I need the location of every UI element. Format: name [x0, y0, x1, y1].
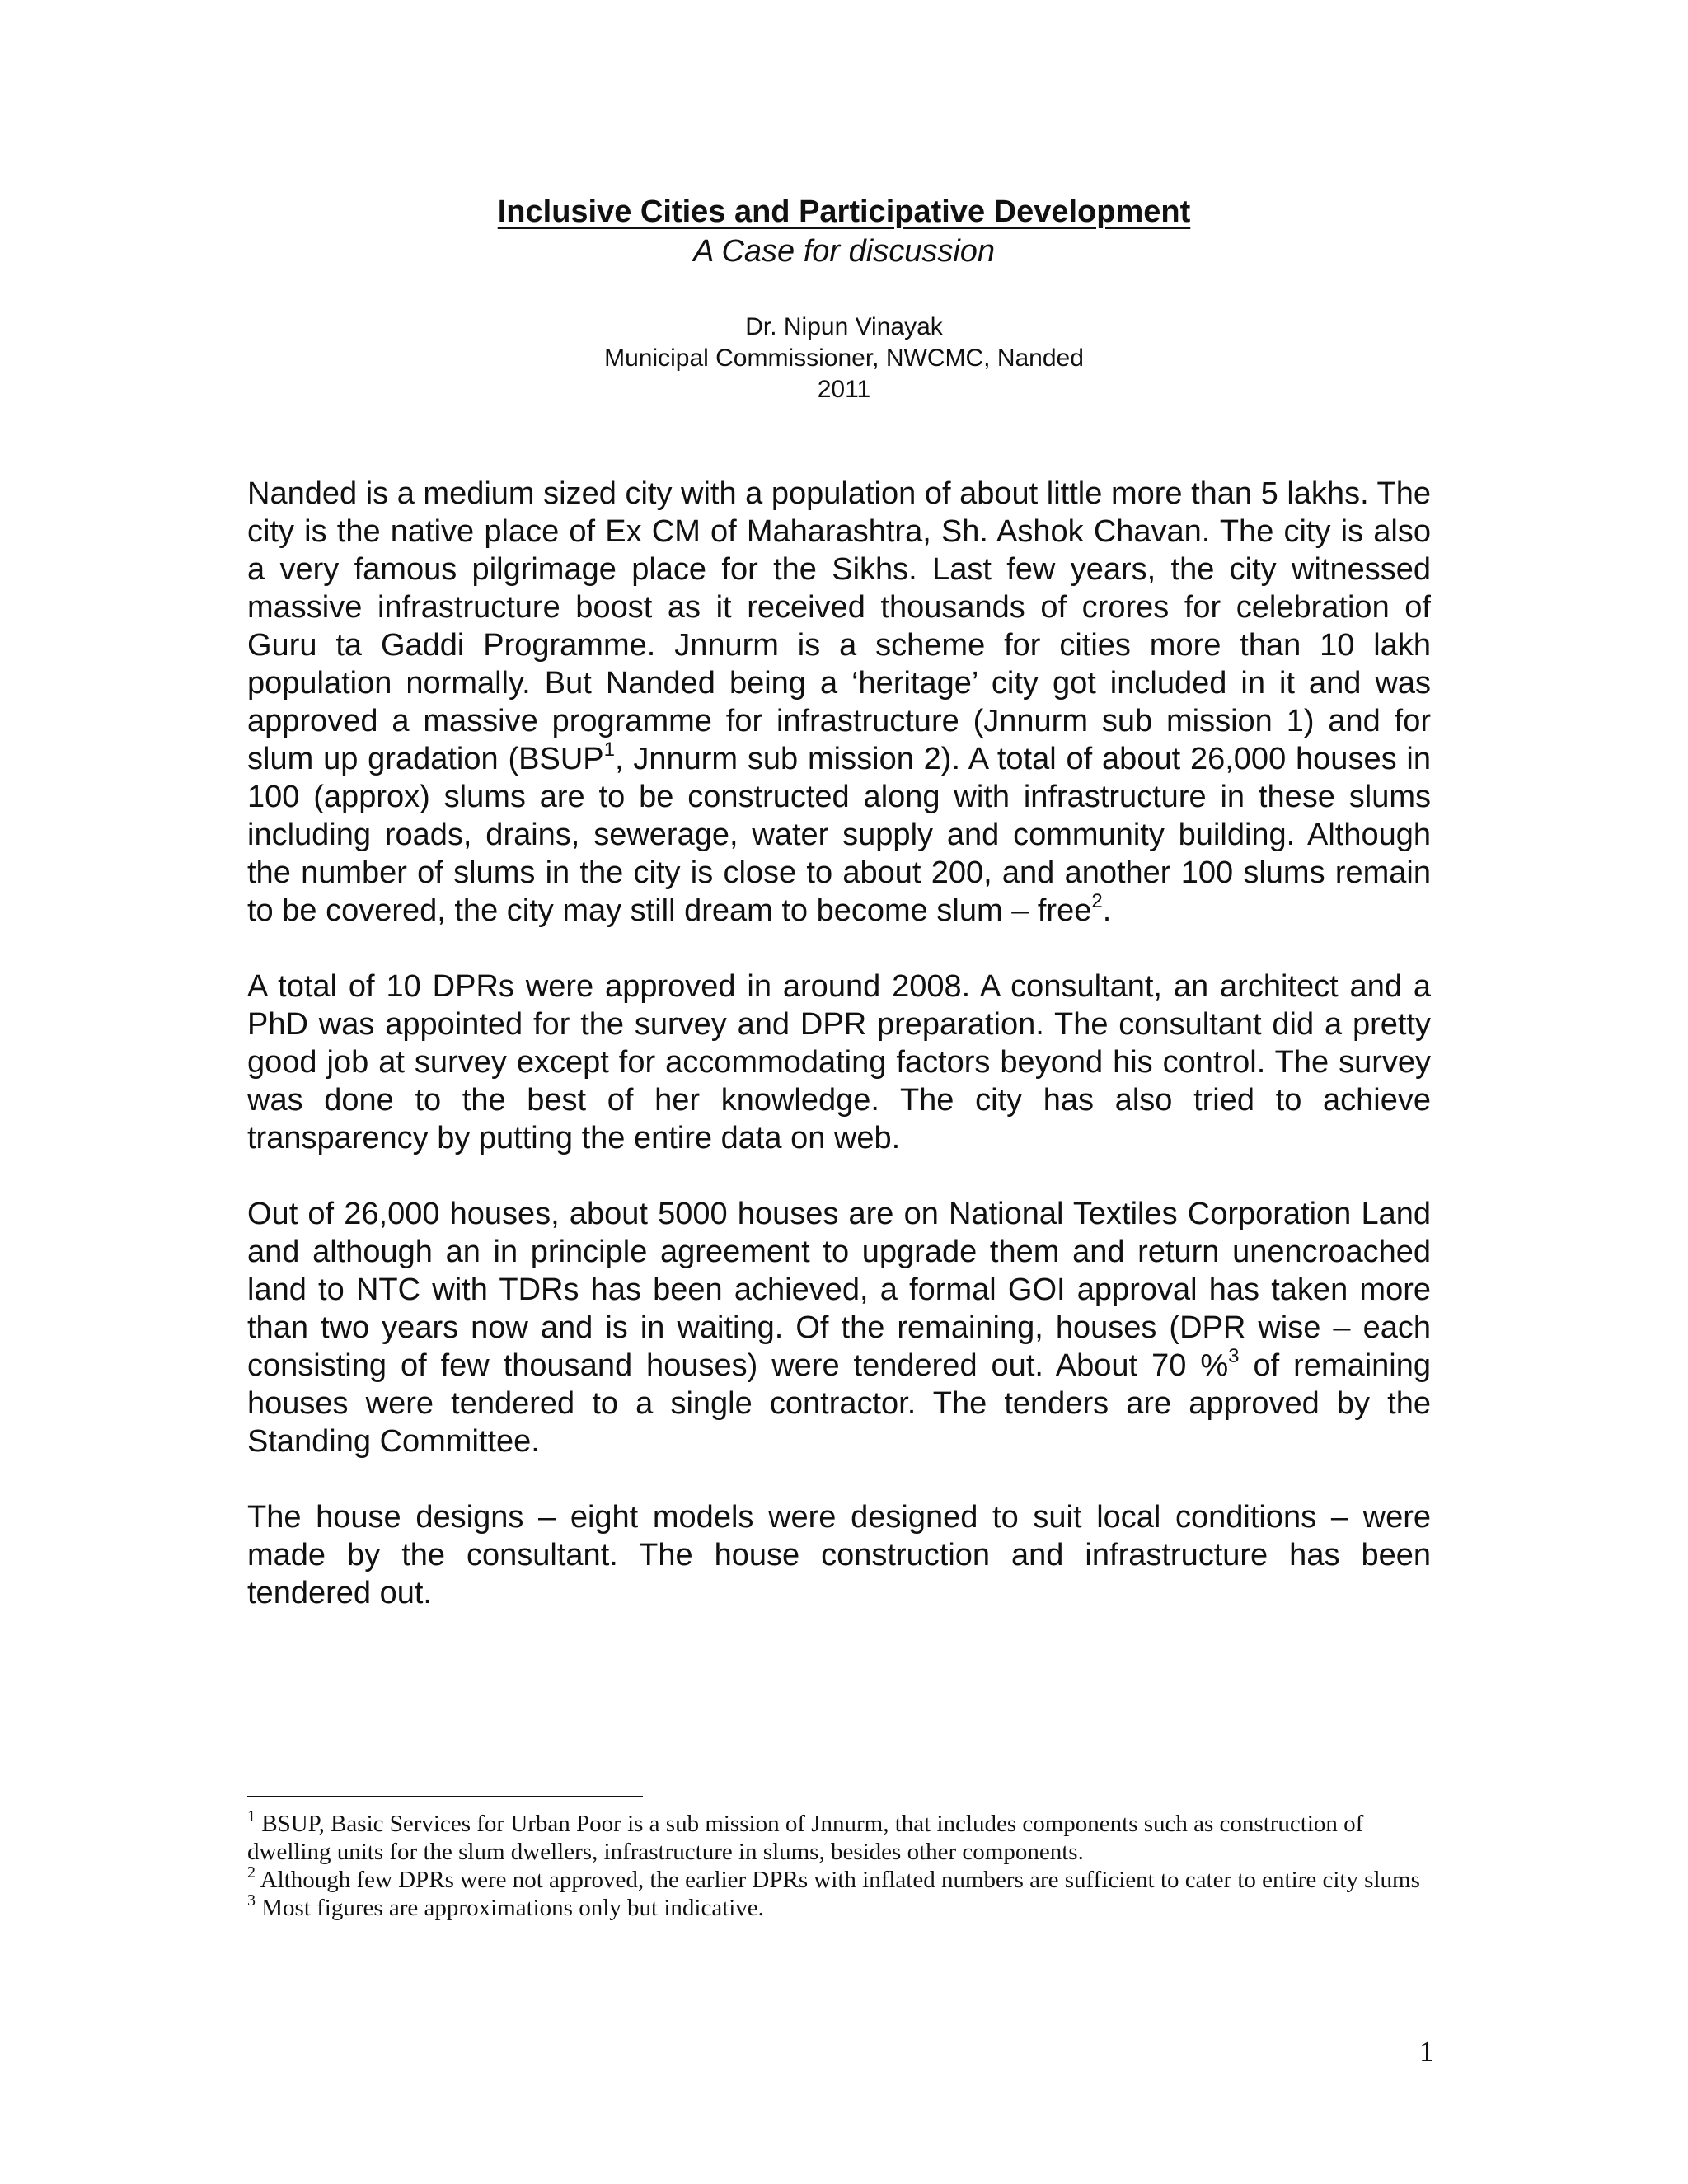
document-year: 2011 [817, 376, 871, 403]
author-block [0, 312, 1688, 405]
paragraph-4: The house designs – eight models were designed to suit local conditions – were made by the consultant. The house construction and infrastructure has been tendered out. [247, 1500, 1431, 1610]
footnote-text: Although few DPRs were not approved, the earlier DPRs with inflated numbers are sufficient to cater to entire city slums [256, 1867, 1420, 1893]
author-name: Dr. Nipun Vinayak [745, 313, 943, 340]
author-affiliation: Municipal Commissioner, NWCMC, Nanded [604, 344, 1084, 372]
footnote-ref-2: 2 [1091, 890, 1103, 912]
footnote-ref-1: 1 [603, 738, 615, 761]
document-title: Inclusive Cities and Participative Development [497, 194, 1191, 229]
footnote-marker: 3 [247, 1891, 256, 1910]
page-number: 1 [1419, 2035, 1434, 2068]
footnote-1 [247, 1807, 1431, 1866]
footnote-marker: 1 [247, 1807, 256, 1825]
footnote-separator [247, 1796, 643, 1797]
paragraph-3-text-b: of remaining houses were tendered to a single contractor. The tenders are approved by the Standing Committee. [247, 1348, 1431, 1459]
document-body [247, 475, 1431, 1650]
footnote-text: BSUP, Basic Services for Urban Poor is a sub mission of Jnnurm, that includes components such as construction of dwelling units for the slum dwellers, infrastructure in slums, besides other components. [247, 1811, 1364, 1865]
paragraph-1-text-b: , Jnnurm sub mission 2). A total of about 26,000 houses in 100 (approx) slums are to be constructed along with infrastructure in these slums including roads, drains, sewerage, water supply and community building. Although the number of slums in the city is close to about 200, and another 100 slums remain to be covered, the city may still dream to become slum – free [247, 742, 1431, 928]
paragraph-1-text-c: . [1102, 893, 1112, 928]
document-subtitle: A Case for discussion [692, 234, 996, 269]
footnote-text: Most figures are approximations only but indicative. [256, 1895, 764, 1921]
footnote-marker: 2 [247, 1863, 256, 1882]
footnote-ref-3: 3 [1228, 1345, 1240, 1367]
paragraph-1 [247, 475, 1431, 930]
footnote-2 [247, 1863, 1431, 1894]
paragraph-3-text-a: Out of 26,000 houses, about 5000 houses are on National Textiles Corporation Land and although an in principle agreement to upgrade them and return unencroached land to NTC with TDRs has been achieved, a formal GOI approval has taken more than two years now and is in waiting. Of the remaining, houses (DPR wise – each consisting of few thousand houses) were tendered out. About 70 % [247, 1197, 1431, 1383]
paragraph-1-text-a: Nanded is a medium sized city with a population of about little more than 5 lakhs. The city is the native place of Ex CM of Maharashtra, Sh. Ashok Chavan. The city is also a very famous pilgrimage place for the Sikhs. Last few years, the city witnessed massive infrastructure boost as it received thousands of crores for celebration of Guru ta Gaddi Programme. Jnnurm is a scheme for cities more than 10 lakh population normally. But Nanded being a ‘heritage’ city got included in it and was approved a massive programme for infrastructure (Jnnurm sub mission 1) and for slum up gradation (BSUP [247, 476, 1431, 776]
paragraph-2: A total of 10 DPRs were approved in around 2008. A consultant, an architect and a PhD was appointed for the survey and DPR preparation. The consultant did a pretty good job at survey except for accommodating factors beyond his control. The survey was done to the best of her knowledge. The city has also tried to achieve transparency by putting the entire data on web. [247, 969, 1431, 1155]
paragraph-3 [247, 1195, 1431, 1460]
footnotes [247, 1807, 1431, 1922]
footnote-3 [247, 1891, 1431, 1922]
